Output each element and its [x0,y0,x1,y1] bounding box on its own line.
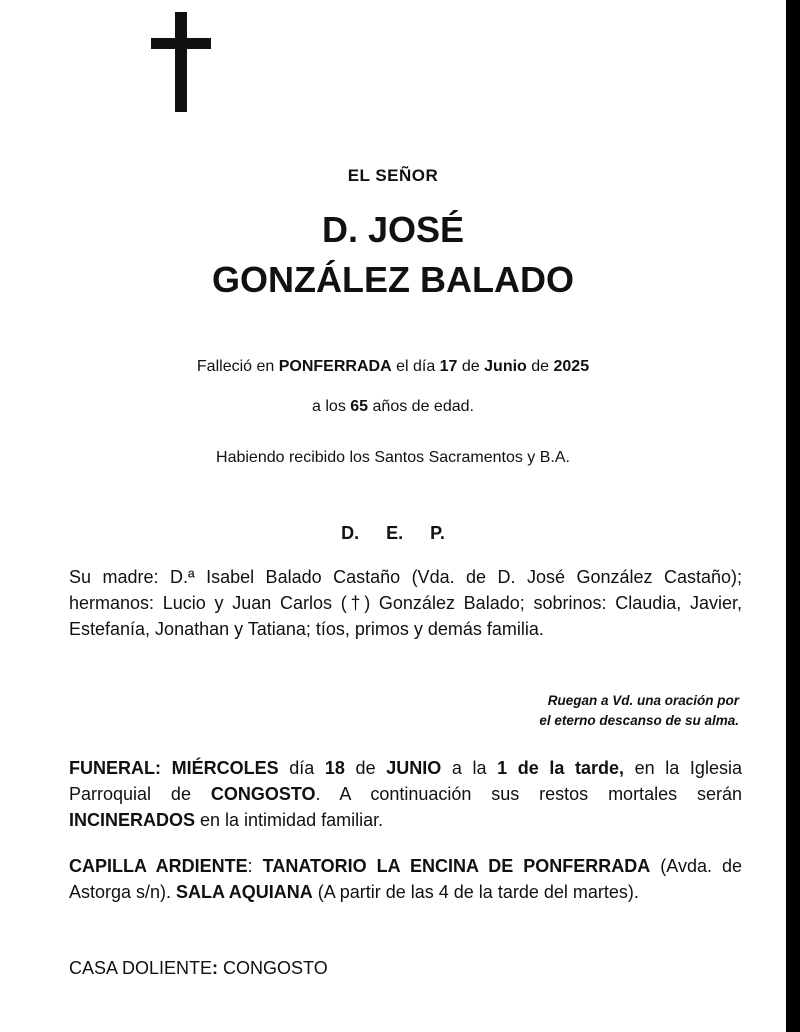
deceased-name-line1: D. JOSÉ [321,209,465,250]
cross-icon [151,12,211,112]
chapel-paragraph: CAPILLA ARDIENTE: TANATORIO LA ENCINA DE PONFERRADA (Avda. de Astorga s/n). SALA AQUIANA (A partir de las 4 de la tarde del martes). [69,856,742,902]
family-paragraph: Su madre: D.ª Isabel Balado Castaño (Vda. de D. José González Castaño); hermanos: Lucio y Juan Carlos (†) González Balado; sobrinos: Claudia, Javier, Estefanía, Jonathan y Tatiana; tíos, primos y demás familia. [69,567,742,639]
death-month: Junio [484,358,527,375]
prayer-line1: Ruegan a Vd. una oración por [547,693,739,708]
death-day: 17 [439,358,458,375]
death-year: 2025 [553,358,590,375]
funeral-paragraph: FUNERAL: MIÉRCOLES día 18 de JUNIO a la 1 de la tarde, en la Iglesia Parroquial de CONGOSTO. A continuación sus restos mortales serán INCINERADOS en la intimidad familiar. [69,758,742,830]
prayer-request [539,691,739,731]
deceased-name-line2: GONZÁLEZ BALADO [212,259,574,300]
death-info: Falleció en PONFERRADA el día 17 de Junio de 2025 [196,358,590,375]
prayer-line2: el eterno descanso de su alma. [539,713,739,728]
age-value: 65 [350,398,369,415]
mourning-house: CASA DOLIENTE: CONGOSTO [69,958,328,978]
age-info: a los 65 años de edad. [312,398,474,415]
dep-heading: D. E. P. [341,523,445,543]
title-prefix: EL SEÑOR [347,166,439,185]
sacraments-line: Habiendo recibido los Santos Sacramentos y B.A. [216,449,570,466]
death-place: PONFERRADA [278,358,392,375]
